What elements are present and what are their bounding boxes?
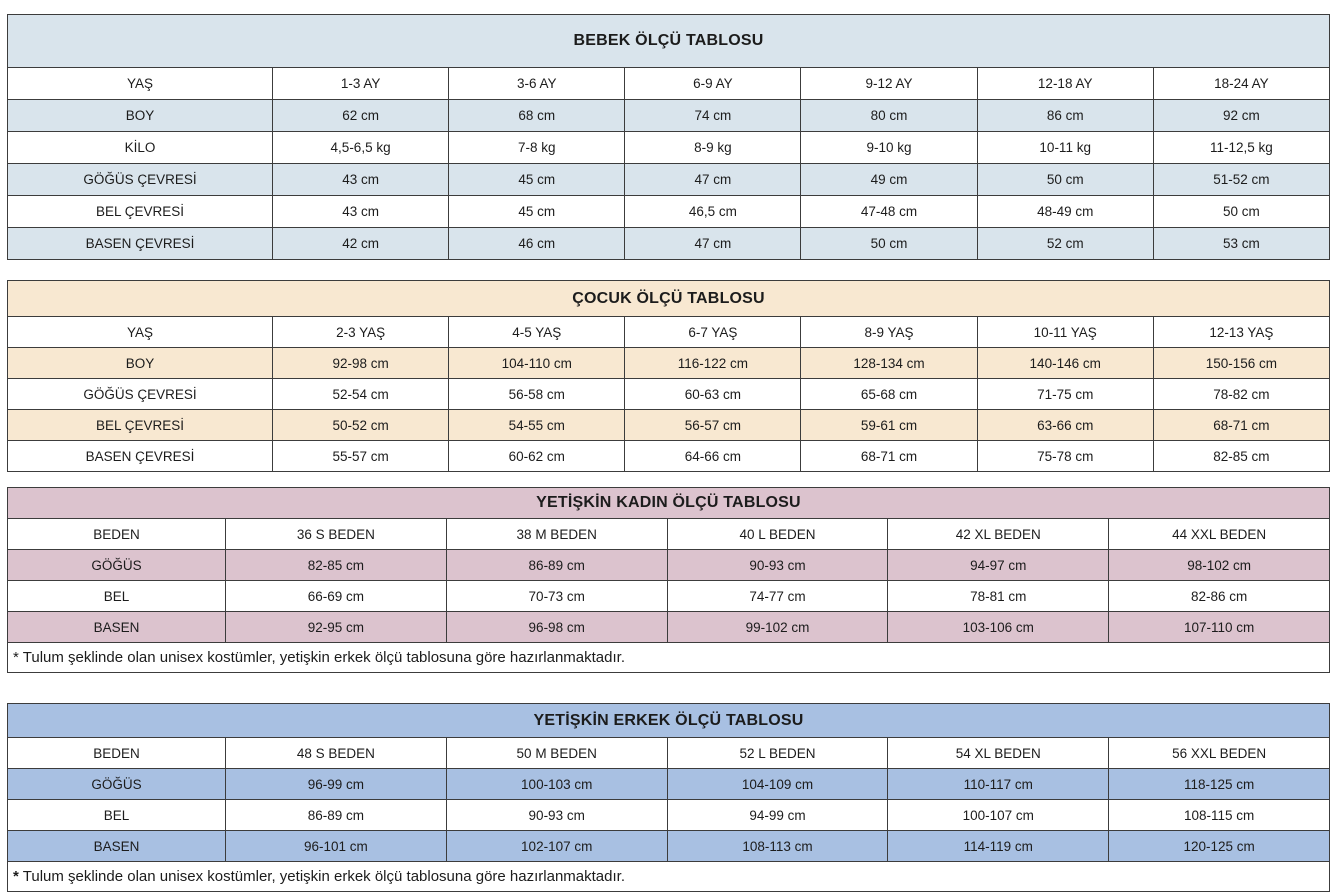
table-cell: 70-73 cm: [446, 581, 667, 612]
table-cell: 60-62 cm: [449, 441, 625, 472]
table-cell: 104-109 cm: [667, 769, 888, 800]
table-row: [8, 769, 1330, 800]
row-label: GÖĞÜS ÇEVRESİ: [8, 379, 273, 410]
footnote-asterisk: *: [13, 649, 19, 666]
column-header: 54 XL BEDEN: [888, 738, 1109, 769]
table-row: [8, 228, 1330, 260]
row-header-label: BEDEN: [8, 519, 226, 550]
table-cell: 100-103 cm: [446, 769, 667, 800]
table-cell: 99-102 cm: [667, 612, 888, 643]
row-label: BEL ÇEVRESİ: [8, 410, 273, 441]
table-cell: 7-8 kg: [449, 132, 625, 164]
table-row: [8, 164, 1330, 196]
column-header: 50 M BEDEN: [446, 738, 667, 769]
table-cell: 10-11 kg: [977, 132, 1153, 164]
table-cell: 62 cm: [273, 100, 449, 132]
table-row: [8, 831, 1330, 862]
table-title-row: [8, 488, 1330, 519]
table-cell: 43 cm: [273, 196, 449, 228]
table-cell: 98-102 cm: [1109, 550, 1330, 581]
table-cell: 78-82 cm: [1153, 379, 1329, 410]
table-cell: 120-125 cm: [1109, 831, 1330, 862]
table-cell: 42 cm: [273, 228, 449, 260]
column-header: 6-9 AY: [625, 68, 801, 100]
adult-men-table-title: YETİŞKİN ERKEK ÖLÇÜ TABLOSU: [8, 704, 1330, 738]
table-row: [8, 441, 1330, 472]
table-cell: 8-9 kg: [625, 132, 801, 164]
table-row: [8, 612, 1330, 643]
column-header: 44 XXL BEDEN: [1109, 519, 1330, 550]
table-cell: 47 cm: [625, 164, 801, 196]
child-size-table: [7, 280, 1330, 472]
row-label: BASEN ÇEVRESİ: [8, 441, 273, 472]
table-cell: 46 cm: [449, 228, 625, 260]
table-cell: 78-81 cm: [888, 581, 1109, 612]
table-cell: 100-107 cm: [888, 800, 1109, 831]
column-header: 18-24 AY: [1153, 68, 1329, 100]
column-header: 56 XXL BEDEN: [1109, 738, 1330, 769]
table-footnote: [8, 643, 1330, 673]
table-cell: 49 cm: [801, 164, 977, 196]
table-cell: 9-10 kg: [801, 132, 977, 164]
table-cell: 102-107 cm: [446, 831, 667, 862]
table-cell: 114-119 cm: [888, 831, 1109, 862]
column-header: 12-13 YAŞ: [1153, 317, 1329, 348]
table-title-row: [8, 704, 1330, 738]
table-cell: 96-98 cm: [446, 612, 667, 643]
table-cell: 55-57 cm: [273, 441, 449, 472]
column-header: 6-7 YAŞ: [625, 317, 801, 348]
table-cell: 52-54 cm: [273, 379, 449, 410]
footnote-row: [8, 643, 1330, 673]
table-cell: 54-55 cm: [449, 410, 625, 441]
table-cell: 103-106 cm: [888, 612, 1109, 643]
table-cell: 80 cm: [801, 100, 977, 132]
header-row: [8, 738, 1330, 769]
table-cell: 68 cm: [449, 100, 625, 132]
table-cell: 59-61 cm: [801, 410, 977, 441]
table-cell: 50-52 cm: [273, 410, 449, 441]
table-cell: 11-12,5 kg: [1153, 132, 1329, 164]
table-title-row: [8, 281, 1330, 317]
row-label: BASEN ÇEVRESİ: [8, 228, 273, 260]
column-header: 42 XL BEDEN: [888, 519, 1109, 550]
footnote-asterisk: *: [13, 868, 19, 885]
baby-size-table: [7, 14, 1330, 260]
row-label: BEL: [8, 800, 226, 831]
header-row: [8, 519, 1330, 550]
table-cell: 82-86 cm: [1109, 581, 1330, 612]
table-cell: 86-89 cm: [446, 550, 667, 581]
table-row: [8, 800, 1330, 831]
column-header: 1-3 AY: [273, 68, 449, 100]
column-header: 2-3 YAŞ: [273, 317, 449, 348]
table-cell: 48-49 cm: [977, 196, 1153, 228]
table-cell: 90-93 cm: [446, 800, 667, 831]
table-cell: 110-117 cm: [888, 769, 1109, 800]
row-label: GÖĞÜS: [8, 550, 226, 581]
adult-women-size-table: [7, 487, 1330, 673]
table-cell: 74-77 cm: [667, 581, 888, 612]
table-cell: 50 cm: [977, 164, 1153, 196]
table-cell: 140-146 cm: [977, 348, 1153, 379]
table-cell: 94-99 cm: [667, 800, 888, 831]
header-row: [8, 68, 1330, 100]
table-cell: 47 cm: [625, 228, 801, 260]
table-cell: 90-93 cm: [667, 550, 888, 581]
column-header: 10-11 YAŞ: [977, 317, 1153, 348]
table-cell: 50 cm: [1153, 196, 1329, 228]
baby-table-title: BEBEK ÖLÇÜ TABLOSU: [8, 15, 1330, 68]
table-cell: 107-110 cm: [1109, 612, 1330, 643]
column-header: 40 L BEDEN: [667, 519, 888, 550]
table-cell: 96-99 cm: [226, 769, 447, 800]
table-cell: 92 cm: [1153, 100, 1329, 132]
table-cell: 75-78 cm: [977, 441, 1153, 472]
row-label: BOY: [8, 100, 273, 132]
table-row: [8, 100, 1330, 132]
adult-women-table-title: YETİŞKİN KADIN ÖLÇÜ TABLOSU: [8, 488, 1330, 519]
row-header-label: BEDEN: [8, 738, 226, 769]
table-row: [8, 581, 1330, 612]
column-header: 52 L BEDEN: [667, 738, 888, 769]
table-cell: 43 cm: [273, 164, 449, 196]
footnote-text: Tulum şeklinde olan unisex kostümler, yetişkin erkek ölçü tablosuna göre hazırlanmaktadır.: [18, 868, 625, 885]
table-row: [8, 196, 1330, 228]
table-cell: 47-48 cm: [801, 196, 977, 228]
table-cell: 56-58 cm: [449, 379, 625, 410]
table-cell: 108-113 cm: [667, 831, 888, 862]
child-table-title: ÇOCUK ÖLÇÜ TABLOSU: [8, 281, 1330, 317]
footnote-row: [8, 862, 1330, 892]
header-row: [8, 317, 1330, 348]
table-cell: 56-57 cm: [625, 410, 801, 441]
table-cell: 64-66 cm: [625, 441, 801, 472]
table-cell: 45 cm: [449, 196, 625, 228]
table-cell: 46,5 cm: [625, 196, 801, 228]
table-cell: 51-52 cm: [1153, 164, 1329, 196]
adult-men-size-table: [7, 703, 1330, 892]
table-row: [8, 348, 1330, 379]
footnote-text: Tulum şeklinde olan unisex kostümler, yetişkin erkek ölçü tablosuna göre hazırlanmaktadır.: [18, 649, 625, 666]
table-cell: 82-85 cm: [226, 550, 447, 581]
table-cell: 86 cm: [977, 100, 1153, 132]
table-title-row: [8, 15, 1330, 68]
table-row: [8, 379, 1330, 410]
column-header: 38 M BEDEN: [446, 519, 667, 550]
table-cell: 82-85 cm: [1153, 441, 1329, 472]
table-cell: 104-110 cm: [449, 348, 625, 379]
row-label: KİLO: [8, 132, 273, 164]
table-cell: 63-66 cm: [977, 410, 1153, 441]
row-label: GÖĞÜS ÇEVRESİ: [8, 164, 273, 196]
table-footnote: [8, 862, 1330, 892]
row-header-label: YAŞ: [8, 68, 273, 100]
table-cell: 86-89 cm: [226, 800, 447, 831]
column-header: 3-6 AY: [449, 68, 625, 100]
column-header: 9-12 AY: [801, 68, 977, 100]
row-header-label: YAŞ: [8, 317, 273, 348]
table-cell: 68-71 cm: [1153, 410, 1329, 441]
row-label: BOY: [8, 348, 273, 379]
table-cell: 116-122 cm: [625, 348, 801, 379]
table-row: [8, 132, 1330, 164]
column-header: 4-5 YAŞ: [449, 317, 625, 348]
table-cell: 68-71 cm: [801, 441, 977, 472]
table-cell: 150-156 cm: [1153, 348, 1329, 379]
column-header: 12-18 AY: [977, 68, 1153, 100]
table-cell: 74 cm: [625, 100, 801, 132]
row-label: BASEN: [8, 612, 226, 643]
column-header: 36 S BEDEN: [226, 519, 447, 550]
table-cell: 52 cm: [977, 228, 1153, 260]
table-cell: 71-75 cm: [977, 379, 1153, 410]
column-header: 48 S BEDEN: [226, 738, 447, 769]
table-cell: 60-63 cm: [625, 379, 801, 410]
row-label: BEL ÇEVRESİ: [8, 196, 273, 228]
table-cell: 53 cm: [1153, 228, 1329, 260]
table-cell: 45 cm: [449, 164, 625, 196]
row-label: GÖĞÜS: [8, 769, 226, 800]
table-cell: 92-95 cm: [226, 612, 447, 643]
table-cell: 94-97 cm: [888, 550, 1109, 581]
table-cell: 4,5-6,5 kg: [273, 132, 449, 164]
column-header: 8-9 YAŞ: [801, 317, 977, 348]
table-cell: 118-125 cm: [1109, 769, 1330, 800]
table-cell: 66-69 cm: [226, 581, 447, 612]
table-row: [8, 550, 1330, 581]
row-label: BASEN: [8, 831, 226, 862]
table-cell: 50 cm: [801, 228, 977, 260]
table-cell: 108-115 cm: [1109, 800, 1330, 831]
table-cell: 128-134 cm: [801, 348, 977, 379]
row-label: BEL: [8, 581, 226, 612]
table-row: [8, 410, 1330, 441]
table-cell: 96-101 cm: [226, 831, 447, 862]
table-cell: 92-98 cm: [273, 348, 449, 379]
table-cell: 65-68 cm: [801, 379, 977, 410]
